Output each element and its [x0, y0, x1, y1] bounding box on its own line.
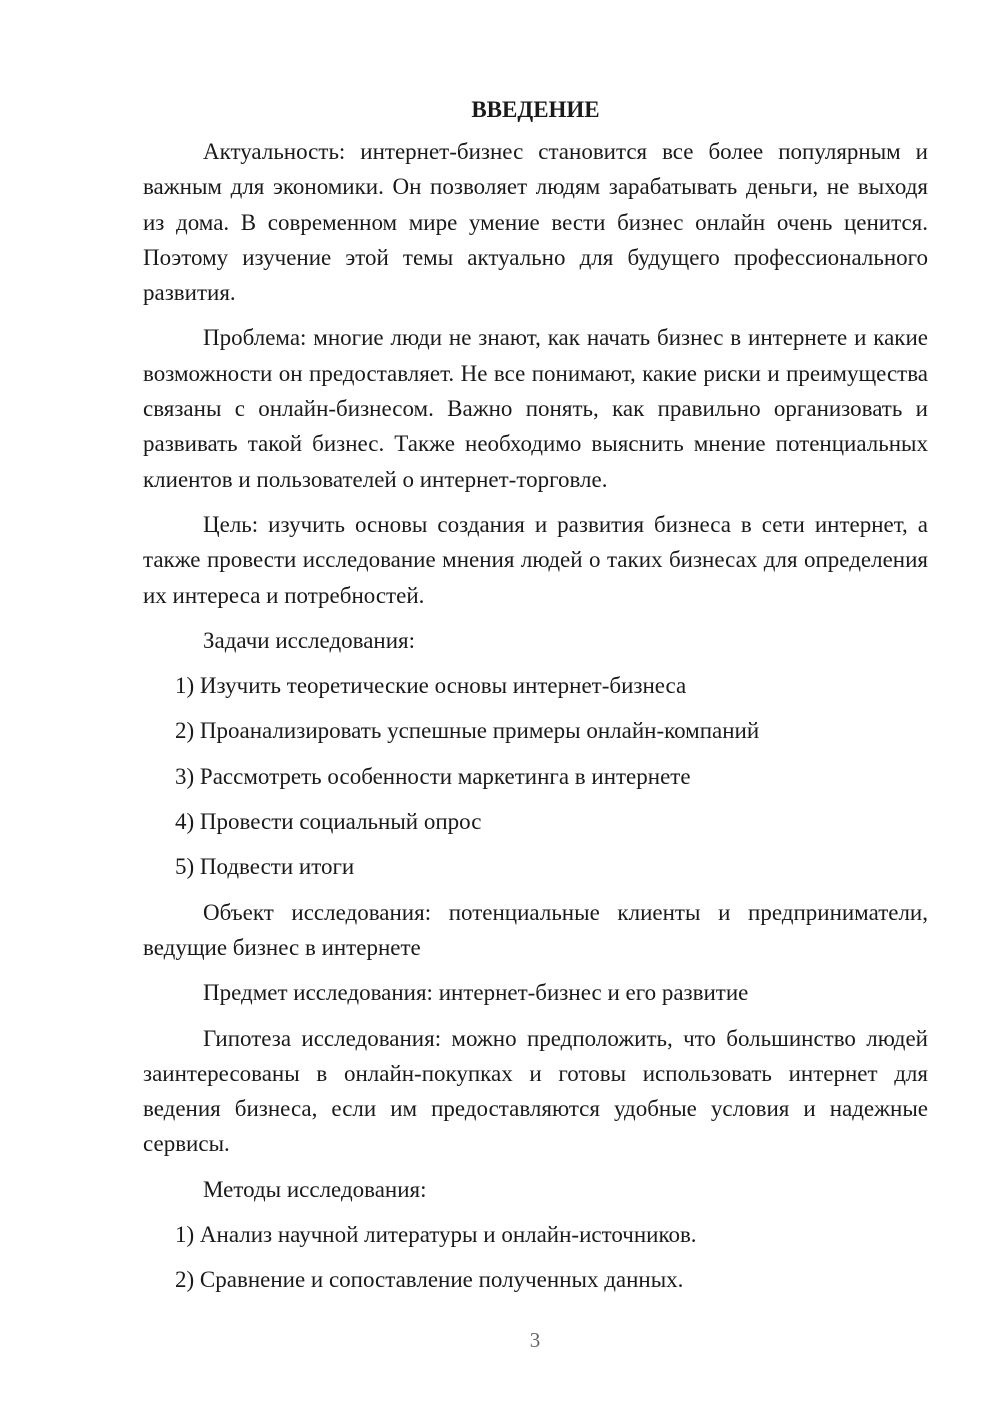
object-paragraph: Объект исследования: потенциальные клиенты и предприниматели, ведущие бизнес в интернете	[143, 899, 928, 960]
task-item: 1) Изучить теоретические основы интернет-бизнеса	[175, 673, 687, 699]
task-item: 2) Проанализировать успешные примеры онлайн-компаний	[175, 718, 760, 744]
page-number: 3	[529, 1328, 541, 1352]
task-item: 5) Подвести итоги	[175, 854, 355, 880]
method-item: 1) Анализ научной литературы и онлайн-источников.	[175, 1222, 697, 1248]
task-item: 4) Провести социальный опрос	[175, 809, 482, 835]
page-title: ВВЕДЕНИЕ	[471, 97, 600, 122]
method-item: 2) Сравнение и сопоставление полученных данных.	[175, 1267, 684, 1293]
hypothesis-paragraph: Гипотеза исследования: можно предположить, что большинство людей заинтересованы в онлайн-покупках и готовы использовать интернет для ведения бизнеса, если им предоставляются удобные условия и надежные сервисы.	[143, 1025, 928, 1157]
page-content	[143, 92, 928, 1308]
subject-paragraph: Предмет исследования: интернет-бизнес и его развитие	[203, 980, 749, 1006]
task-item: 3) Рассмотреть особенности маркетинга в интернете	[175, 763, 691, 789]
goal-paragraph: Цель: изучить основы создания и развития бизнеса в сети интернет, а также провести исследование мнения людей о таких бизнесах для определения их интереса и потребностей.	[143, 511, 928, 608]
methods-heading: Методы исследования:	[203, 1176, 427, 1202]
tasks-heading: Задачи исследования:	[203, 627, 416, 653]
problem-paragraph: Проблема: многие люди не знают, как начать бизнес в интернете и какие возможности он предоставляет. Не все понимают, какие риски и преимущества связаны с онлайн-бизнесом. Важно понять, как правильно организовать и развивать такой бизнес. Также необходимо выяснить мнение потенциальных клиентов и пользователей о интернет-торговле.	[143, 325, 928, 492]
relevance-paragraph: Актуальность: интернет-бизнес становится все более популярным и важным для экономики. Он позволяет людям зарабатывать деньги, не выходя из дома. В современном мире умение вести бизнес онлайн очень ценится. Поэтому изучение этой темы актуально для будущего профессионального развития.	[143, 139, 928, 306]
